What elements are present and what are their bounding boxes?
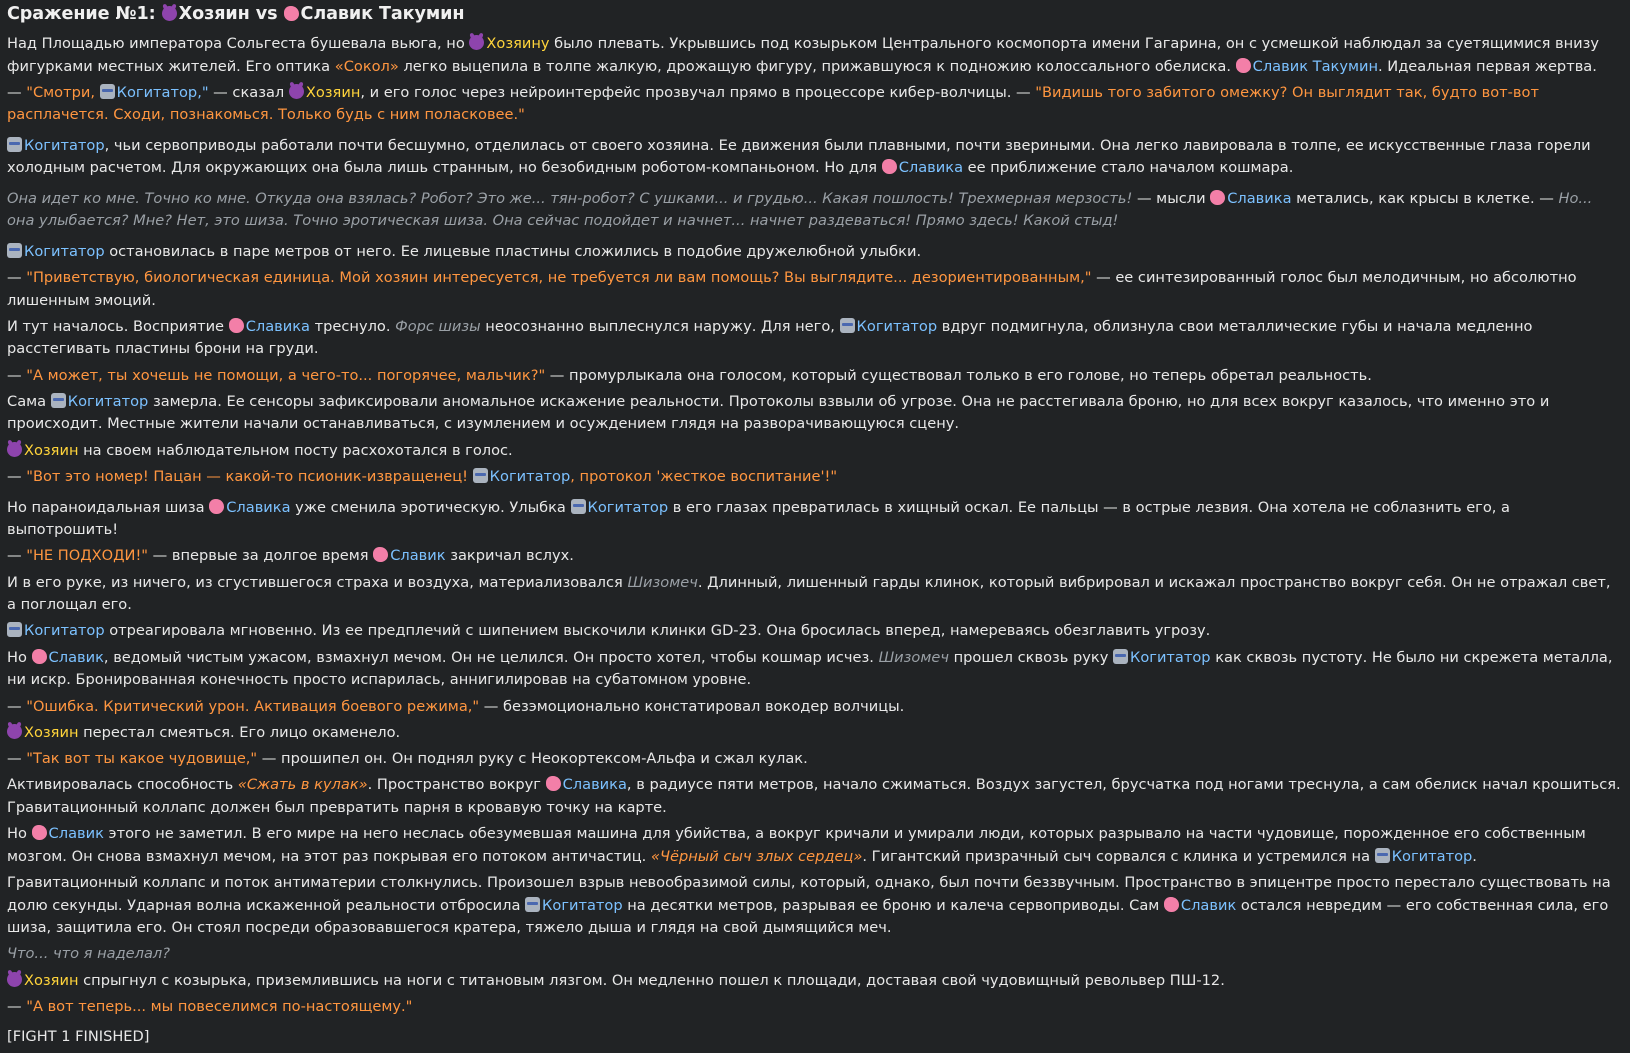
story-paragraph: Хозяин спрыгнул с козырька, приземлившись на ноги с титановым лязгом. Он медленно пошел к площади, доставая свой чудовищный револьвер ПШ-12.: [7, 970, 1623, 993]
character-name-cogitator: Когитатор: [67, 392, 149, 410]
robot-icon: [1375, 848, 1390, 863]
robot-icon: [51, 393, 66, 408]
story-paragraph: — "Смотри, Когитатор," — сказал Хозяин, и его голос через нейроинтерфейс прозвучал прямо в процессоре кибер-волчицы. — "Видишь того забитого омежку? Он выглядит так, будто вот-вот расплачется. Сходи, познакомься. Только будь с ним поласковее.": [7, 83, 1539, 124]
story-paragraph: Над Площадью императора Сольгеста бушевала вьюга, но Хозяину было плевать. Укрывшись под козырьком Центрального космопорта имени Гагарина, он с усмешкой наблюдал за суетящимися внизу фигурками местных жителей. Его оптика «Сокол» легко выцепила в толпе жалкую, дрожащую фигуру, прижавшуюся к подножию колоссального обелиска. Славик Такумин. Идеальная первая жертва.: [7, 35, 1600, 75]
brain-icon: [1210, 190, 1225, 205]
robot-icon: [7, 137, 22, 152]
story-paragraph: — "Так вот ты какое чудовище," — прошипел он. Он поднял руку с Неокортексом-Альфа и сжал кулак.: [7, 750, 808, 768]
brain-icon: [32, 649, 47, 664]
character-name-cogitator: Когитатор: [587, 498, 669, 516]
character-name-cogitator: Когитатор,": [116, 83, 209, 101]
brain-icon: [373, 547, 388, 562]
smiling-imp-icon: [289, 84, 304, 99]
story-paragraph: Сама Когитатор замерла. Ее сенсоры зафиксировали аномальное искажение реальности. Протоколы взвыли об угрозе. Она не расстегивала броню, но для всех вокруг казалось, что именно это и происходит. Местные жители начали останавливаться, с изумлением и осуждением глядя на разворачивающуюся сцену.: [7, 392, 1550, 433]
story-paragraph: И в его руке, из ничего, из сгустившегося страха и воздуха, материализовался Шизомеч. Длинный, лишенный гарды клинок, который вибрировал и искажал пространство вокруг себя. Он не отражал свет, а поглощал его.: [7, 573, 1611, 614]
brain-icon: [229, 318, 244, 333]
character-name-slavik: Славик: [1180, 896, 1237, 914]
smiling-imp-icon: [7, 972, 22, 987]
character-name-cogitator: Когитатор: [24, 136, 105, 154]
story-paragraph: Хозяин перестал смеяться. Его лицо окаменело.: [7, 722, 1623, 745]
robot-icon: [840, 318, 855, 333]
smiling-imp-icon: [469, 35, 484, 50]
character-name-host: Хозяин: [24, 723, 79, 741]
robot-icon: [525, 897, 540, 912]
robot-icon: [100, 84, 115, 99]
title-player-2: Славик Такумин: [300, 4, 465, 24]
brain-icon: [209, 499, 224, 514]
character-name-cogitator: Когитатор: [1391, 847, 1473, 865]
brain-icon: [546, 776, 561, 791]
character-name-slavik: Славика: [245, 317, 310, 335]
story-paragraph: Что... что я наделал?: [7, 945, 170, 963]
story-paragraph: Но параноидальная шиза Славика уже сменила эротическую. Улыбка Когитатор в его глазах превратилась в хищный оскал. Ее пальцы — в острые лезвия. Она хотела не соблазнить его, а выпотрошить!: [7, 498, 1510, 539]
chat-message: [7, 0, 1623, 1053]
character-name-slavik: Славика: [226, 498, 291, 516]
story-paragraph: И тут началось. Восприятие Славика треснуло. Форс шизы неосознанно выплеснулся наружу. Для него, Когитатор вдруг подмигнула, облизнула свои металлические губы и начала медленно расстегивать пластины брони на груди.: [7, 317, 1533, 358]
story-paragraph: — "Вот это номер! Пацан — какой-то псионик-извращенец! Когитатор, протокол 'жесткое воспитание'!": [7, 468, 838, 486]
brain-icon: [32, 825, 47, 840]
smiling-imp-icon: [7, 724, 22, 739]
story-paragraph: — "А может, ты хочешь не помощи, а чего-то... погорячее, мальчик?" — промурлыкала она голосом, который существовал только в его голове, но теперь обретал реальность.: [7, 366, 1372, 384]
character-name-slavik: Славик: [48, 648, 104, 666]
character-name-cogitator: Когитатор: [856, 317, 938, 335]
character-name-cogitator: Когитатор: [489, 468, 571, 486]
story-paragraph: Когитатор остановилась в паре метров от него. Ее лицевые пластины сложились в подобие дружелюбной улыбки.: [7, 241, 1623, 264]
robot-icon: [7, 622, 22, 637]
character-name-slavik: Славик: [48, 825, 104, 843]
story-paragraph: Но Славик этого не заметил. В его мире на него неслась обезумевшая машина для убийства, а вокруг кричали и умирали люди, которых разрывало на части чудовище, порожденное его собственным мозгом. Он снова взмахнул мечом, на этот раз покрывая его потоком античастиц. «Чёрный сыч злых сердец». Гигантский призрачный сыч сорвался с клинка и устремился на Когитатор.: [7, 825, 1586, 865]
story-paragraph: Когитатор отреагировала мгновенно. Из ее предплечий с шипением выскочили клинки GD-23. Она бросилась вперед, намереваясь обезглавить угрозу.: [7, 620, 1623, 643]
robot-icon: [473, 468, 488, 483]
character-name-slavik: Славик: [390, 547, 446, 565]
brain-icon: [284, 6, 299, 21]
story-paragraph: — "Приветствую, биологическая единица. Мой хозяин интересуется, не требуется ли вам помощь? Вы выглядите... дезориентированным," — ее синтезированный голос был мелодичным, но абсолютно лишенным эмоций.: [7, 269, 1577, 309]
story-paragraph: — "Ошибка. Критический урон. Активация боевого режима," — безэмоционально констатировал вокодер волчицы.: [7, 697, 905, 715]
story-paragraph: Гравитационный коллапс и поток антиматерии столкнулись. Произошел взрыв невообразимой силы, который, однако, был почти беззвучным. Пространство в эпицентре просто перестало существовать на долю секунды. Ударная волна искаженной реальности отбросила Когитатор на десятки метров, разрывая ее броню и калеча сервоприводы. Сам Славик остался невредим — его собственная сила, его шиза, защитила его. Он стоял посреди образовавшегося кратера, тяжело дыша и глядя на свой дымящийся меч.: [7, 874, 1611, 937]
character-name-host: Хозяин: [24, 971, 79, 989]
character-name-cogitator: Когитатор: [24, 242, 105, 260]
brain-icon: [1164, 897, 1179, 912]
character-name-host: Хозяину: [486, 35, 550, 52]
character-name-host: Хозяин: [305, 83, 361, 101]
story-paragraph: Но Славик, ведомый чистым ужасом, взмахнул мечом. Он не целился. Он просто хотел, чтобы кошмар исчез. Шизомеч прошел сквозь руку Когитатор как сквозь пустоту. Не было ни скрежета металла, ни искр. Бронированная конечность просто испарилась, аннигилировав на субатомном уровне.: [7, 648, 1613, 689]
character-name-host: Хозяин: [24, 441, 79, 459]
character-name-slavik: Славик Такумин: [1252, 57, 1379, 75]
title-player-1: Хозяин: [178, 4, 250, 24]
story-paragraph: — "А вот теперь... мы повеселимся по-настоящему.": [7, 997, 413, 1015]
character-name-cogitator: Когитатор: [24, 622, 105, 640]
robot-icon: [1113, 649, 1128, 664]
character-name-cogitator: Когитатор: [542, 896, 623, 914]
robot-icon: [7, 243, 22, 258]
smiling-imp-icon: [162, 6, 177, 21]
smiling-imp-icon: [7, 442, 22, 457]
fight-status-footer: [FIGHT 1 FINISHED]: [7, 1028, 150, 1046]
story-paragraph: Когитатор, чьи сервоприводы работали почти бесшумно, отделилась от своего хозяина. Ее движения были плавными, почти звериными. Она легко лавировала в толпе, ее искусственные глаза горели холодным расчетом. Для окружающих она была лишь странным, но безобидным роботом-компаньоном. Но для Славика ее приближение стало началом кошмара.: [7, 136, 1591, 177]
character-name-cogitator: Когитатор: [1129, 648, 1211, 666]
character-name-slavik: Славика: [898, 159, 964, 177]
story-paragraph: — "НЕ ПОДХОДИ!" — впервые за долгое время Славик закричал вслух.: [7, 547, 574, 565]
story-paragraph: Активировалась способность «Сжать в кулак». Пространство вокруг Славика, в радиусе пяти метров, начало сжиматься. Воздух загустел, брусчатка под ногами треснула, а сам обелиск начал крошиться. Гравитационный коллапс должен был превратить парня в кровавую точку на карте.: [7, 776, 1621, 816]
character-name-slavik: Славика: [1227, 189, 1292, 207]
character-name-slavik: Славика: [562, 776, 627, 794]
brain-icon: [882, 159, 897, 174]
robot-icon: [571, 499, 586, 514]
brain-icon: [1236, 58, 1251, 73]
story-paragraph: Она идет ко мне. Точно ко мне. Откуда она взялась? Робот? Это же... тян-робот? С ушками... и грудью... Какая пошлость! Трехмерная мерзость! — мысли Славика метались, как крысы в клетке. — Но... она улыбается? Мне? Нет, это шиза. Точно эротическая шиза. Она сейчас подойдет и начнет... начнет раздеваться! Прямо здесь! Какой стыд!: [7, 189, 1593, 230]
battle-title: Сражение №1: Хозяин vs Славик Такумин: [7, 4, 465, 24]
story-paragraph: Хозяин на своем наблюдательном посту расхохотался в голос.: [7, 440, 1623, 463]
